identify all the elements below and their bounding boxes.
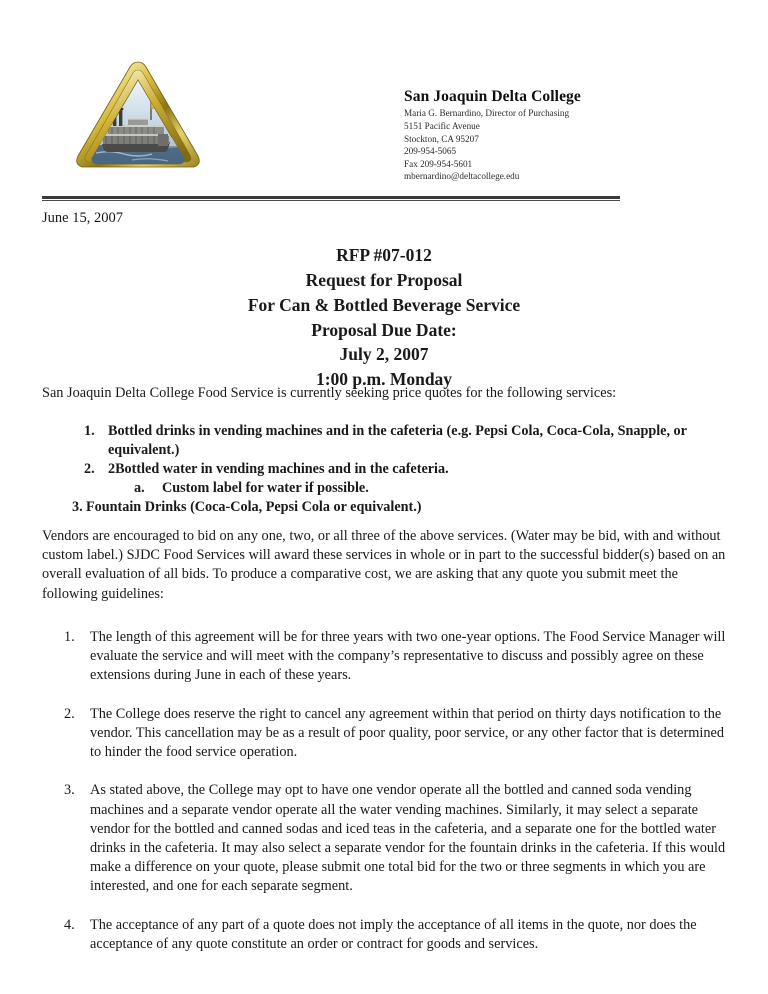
service-text: Fountain Drinks (Coca-Cola, Pepsi Cola or equivalent.) xyxy=(86,499,422,516)
title-rfp-number: RFP #07-012 xyxy=(336,245,432,265)
service-marker: 2. xyxy=(84,461,95,478)
service-item-2 xyxy=(42,460,732,479)
service-text: Custom label for water if possible. xyxy=(162,480,369,497)
intro-paragraph: San Joaquin Delta College Food Service is currently seeking price quotes for the following services: xyxy=(42,385,617,401)
title-subject: For Can & Bottled Beverage Service xyxy=(247,294,521,315)
divider-thick-line xyxy=(42,196,620,199)
service-marker: 1. xyxy=(84,423,95,439)
guideline-number: 4. xyxy=(64,916,75,933)
org-name: San Joaquin Delta College xyxy=(404,88,581,105)
vendors-paragraph: Vendors are encouraged to bid on any one, two, or all three of the above services. (Water may be bid, with and without custom label.) SJDC Food Services will award these services in whole or in part to the successful bidder(s) based on an overall evaluation of all bids. To produce a comparative cost, we are asking that any quote you submit meet the following guidelines: xyxy=(42,528,726,602)
service-marker: a. xyxy=(134,480,145,497)
title-due-label: Proposal Due Date: xyxy=(311,319,457,340)
letterhead xyxy=(0,46,768,196)
service-item-1 xyxy=(42,422,732,460)
service-text: 2Bottled water in vending machines and in the cafeteria. xyxy=(108,461,449,478)
guideline-text: The College does reserve the right to cancel any agreement within that period on thirty days notification to the vendor. This cancellation may be as a result of poor quality, poor service, or any other factor that is determined to hinder the food service operation. xyxy=(90,705,725,761)
divider-thin-line xyxy=(42,200,620,201)
contact-line-name: Maria G. Bernardino, Director of Purchasing xyxy=(404,108,570,119)
title-block xyxy=(42,243,726,392)
guideline-number: 3. xyxy=(64,782,75,799)
college-seal-logo xyxy=(72,54,204,184)
title-due-time: 1:00 p.m. Monday xyxy=(315,369,453,390)
service-item-2a xyxy=(42,479,732,498)
contact-line-fax: Fax 209-954-5601 xyxy=(404,158,473,169)
guidelines-list xyxy=(42,628,734,973)
service-item-3 xyxy=(42,498,732,517)
steamboat-seal-icon xyxy=(72,54,204,184)
service-marker: 3. xyxy=(72,499,83,516)
guideline-number: 2. xyxy=(64,705,75,722)
guideline-number: 1. xyxy=(64,629,75,645)
contact-line-street: 5151 Pacific Avenue xyxy=(404,120,480,131)
guideline-item-2 xyxy=(42,705,734,763)
title-due-date: July 2, 2007 xyxy=(339,344,429,365)
guideline-item-3 xyxy=(42,781,734,896)
service-text: Bottled drinks in vending machines and in the cafeteria (e.g. Pepsi Cola, Coca-Cola, Snapple, or equivalent.) xyxy=(108,423,687,459)
guideline-item-1 xyxy=(42,628,734,686)
document-date: June 15, 2007 xyxy=(42,210,123,226)
organization-block xyxy=(404,88,734,183)
guideline-text: The length of this agreement will be for three years with two one-year options. The Food Service Manager will evaluate the service and will meet with the company’s representative to discuss and possibly agree on these extensions during June in each of these years. xyxy=(90,629,726,684)
contact-line-phone: 209-954-5065 xyxy=(404,146,457,157)
contact-line-city: Stockton, CA 95207 xyxy=(404,133,479,144)
header-divider xyxy=(42,196,620,202)
guideline-text: As stated above, the College may opt to have one vendor operate all the bottled and canned soda vending machines and a separate vendor operate all the water vending machines. Similarly, it may select a separate vendor for the bottled and canned sodas and iced teas in the cafeteria, and a separate one for the bottled water drinks in the cafeteria. It may also select a separate vendor for the fountain drinks in the cafeteria. If this would make a difference on your quote, please submit one total bid for the two or three segments in which you are interested, and one for each separate segment. xyxy=(90,782,726,895)
contact-line-email: mbernardino@deltacollege.edu xyxy=(404,171,520,182)
guideline-item-4 xyxy=(42,916,734,954)
title-request: Request for Proposal xyxy=(305,269,463,290)
guideline-text: The acceptance of any part of a quote does not imply the acceptance of all items in the quote, nor does the acceptance of any quote constitute an order or contract for goods and services. xyxy=(90,916,697,952)
services-list xyxy=(42,422,732,517)
